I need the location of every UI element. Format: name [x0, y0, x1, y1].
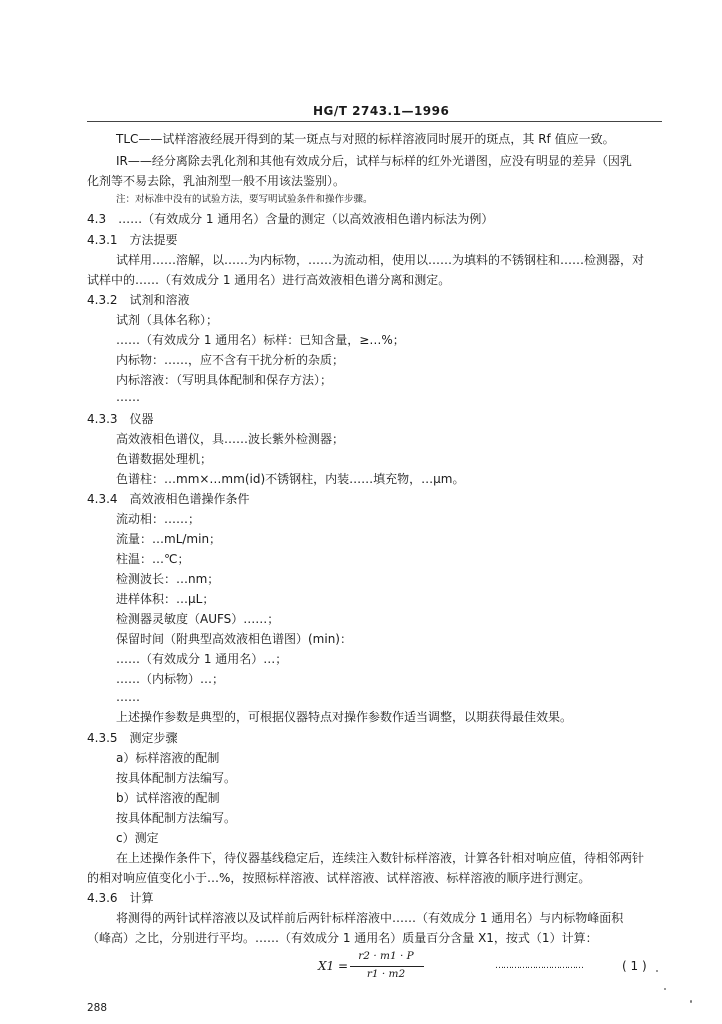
scan-speck	[656, 970, 658, 972]
retention-active-line: ……（有效成分 1 通用名）…；	[116, 652, 288, 666]
step-b-title: b）试样溶液的配制	[116, 791, 220, 805]
column-line: 色谱柱：…mm×…mm(id)不锈钢柱，内装……填充物，…μm。	[116, 472, 465, 486]
step-a-title: a）标样溶液的配制	[116, 751, 220, 765]
retention-internal-line: ……（内标物）…；	[116, 672, 225, 686]
section-4-3-3-heading: 4.3.3 仪器	[87, 412, 154, 426]
detector-sensitivity-line: 检测器灵敏度（AUFS）……；	[116, 612, 280, 626]
internal-standard-line: 内标物：……，应不含有干扰分析的杂质；	[116, 353, 345, 367]
reagent-line: 试剂（具体名称）；	[116, 313, 219, 327]
step-c-line-2: 的相对响应值变化小于…%，按照标样溶液、试样溶液、试样溶液、标样溶液的顺序进行测定。	[87, 871, 591, 885]
hplc-line: 高效液相色谱仪，具……波长紫外检测器；	[116, 432, 345, 446]
section-4-3-1-heading: 4.3.1 方法提要	[87, 233, 178, 247]
calculation-line-2: （峰高）之比，分别进行平均。……（有效成分 1 通用名）质量百分含量 X1，按式（1）计算：	[87, 931, 598, 945]
step-c-line-1: 在上述操作条件下，待仪器基线稳定后，连续注入数针标样溶液，计算各针相对响应值，待相邻两针	[116, 851, 645, 865]
flow-rate-line: 流量：…mL/min；	[116, 532, 222, 546]
method-summary-line-1: 试样用……溶解，以……为内标物，……为流动相，使用以……为填料的不锈钢柱和……检测器，对	[116, 253, 645, 267]
header-rule	[87, 121, 662, 122]
ellipsis-line: ……	[116, 690, 140, 704]
step-a-text: 按具体配制方法编写。	[116, 771, 237, 785]
header-standard-number: HG/T 2743.1—1996	[313, 104, 450, 118]
method-summary-line-2: 试样中的……（有效成分 1 通用名）进行高效液相色谱分离和测定。	[87, 273, 451, 287]
internal-solution-line: 内标溶液：（写明具体配制和保存方法）；	[116, 373, 333, 387]
fraction-bar	[350, 966, 424, 967]
standard-line: ……（有效成分 1 通用名）标样：已知含量，≥…%；	[116, 333, 405, 347]
ir-paragraph-line-2: 化剂等不易去除，乳油剂型一般不用该法鉴别）。	[87, 174, 346, 188]
ellipsis-line: ……	[116, 390, 140, 404]
scan-speck	[664, 988, 666, 990]
parameters-paragraph: 上述操作参数是典型的，可根据仪器特点对操作参数作适当调整，以期获得最佳效果。	[116, 710, 573, 724]
formula-leader-dots: ……………………………	[495, 961, 583, 971]
section-4-3-4-heading: 4.3.4 高效液相色谱操作条件	[87, 492, 250, 506]
section-4-3-heading: 4.3 ……（有效成分 1 通用名）含量的测定（以高效液相色谱内标法为例）	[87, 212, 494, 226]
formula-number: ( 1 )	[622, 959, 647, 973]
injection-volume-line: 进样体积：…μL；	[116, 592, 215, 606]
detection-wavelength-line: 检测波长：…nm；	[116, 572, 220, 586]
formula-lhs: X1 =	[318, 959, 349, 973]
calculation-line-1: 将测得的两针试样溶液以及试样前后两针标样溶液中……（有效成分 1 通用名）与内标物峰面积	[116, 911, 624, 925]
section-4-3-2-heading: 4.3.2 试剂和溶液	[87, 293, 190, 307]
note: 注：对标准中没有的试验方法，要写明试验条件和操作步骤。	[116, 194, 373, 205]
step-b-text: 按具体配制方法编写。	[116, 811, 237, 825]
formula-numerator: r2 · m1 · P	[358, 950, 414, 962]
formula-denominator: r1 · m2	[366, 968, 406, 980]
mobile-phase-line: 流动相：……；	[116, 512, 201, 526]
tlc-paragraph: TLC——试样溶液经展开得到的某一斑点与对照的标样溶液同时展开的斑点，其 Rf 值应一致。	[116, 132, 615, 146]
retention-time-line: 保留时间（附典型高效液相色谱图）(min)：	[116, 632, 352, 646]
page-number: 288	[87, 1002, 108, 1014]
ir-paragraph-line-1: IR——经分离除去乳化剂和其他有效成分后，试样与标样的红外光谱图，应没有明显的差异（因乳	[116, 154, 632, 168]
data-processor-line: 色谱数据处理机；	[116, 452, 213, 466]
step-c-title: c）测定	[116, 831, 159, 845]
section-4-3-6-heading: 4.3.6 计算	[87, 891, 154, 905]
column-temperature-line: 柱温：…℃；	[116, 552, 190, 566]
section-4-3-5-heading: 4.3.5 测定步骤	[87, 731, 178, 745]
scan-speck	[690, 1000, 692, 1003]
